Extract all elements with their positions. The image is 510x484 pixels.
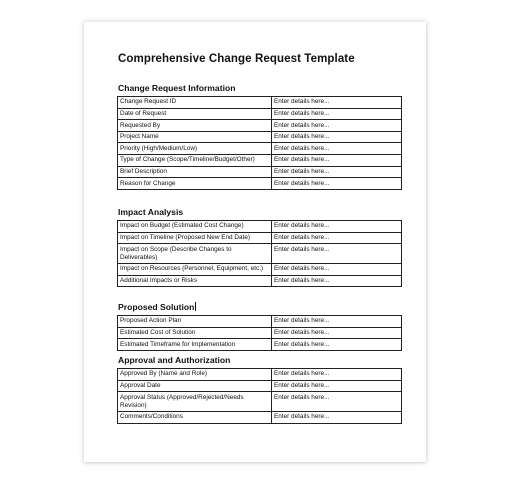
table-row — [118, 166, 402, 178]
table-row — [118, 327, 402, 339]
table-row — [118, 380, 402, 392]
table-row — [118, 178, 402, 190]
approval-table — [117, 368, 402, 424]
row-label: Brief Description — [118, 166, 272, 178]
row-value-field[interactable]: Enter details here... — [272, 154, 402, 166]
table-row — [118, 339, 402, 351]
section-title: Impact Analysis — [118, 207, 184, 217]
table-row — [118, 143, 402, 155]
section-impact-analysis — [117, 207, 399, 287]
row-label: Date of Request — [118, 108, 272, 120]
row-value-field[interactable]: Enter details here... — [272, 108, 402, 120]
table-row — [118, 232, 402, 244]
row-value-field[interactable]: Enter details here... — [272, 275, 402, 287]
row-label: Additional Impacts or Risks — [118, 275, 272, 287]
row-label: Approved By (Name and Role) — [118, 369, 272, 381]
change-request-info-table — [117, 96, 402, 190]
row-label: Approval Date — [118, 380, 272, 392]
row-value-field[interactable]: Enter details here... — [272, 97, 402, 109]
row-value-field[interactable]: Enter details here... — [272, 232, 402, 244]
row-label: Impact on Budget (Estimated Cost Change) — [118, 221, 272, 233]
row-label: Reason for Change — [118, 178, 272, 190]
row-label: Project Name — [118, 131, 272, 143]
row-value-field[interactable]: Enter details here... — [272, 369, 402, 381]
section-title: Change Request Information — [118, 83, 236, 93]
row-value-field[interactable]: Enter details here... — [272, 120, 402, 132]
table-row — [118, 263, 402, 275]
row-value-field[interactable]: Enter details here... — [272, 178, 402, 190]
table-row — [118, 392, 402, 412]
row-value-field[interactable]: Enter details here... — [272, 339, 402, 351]
section-approval-and-authorization — [117, 355, 399, 424]
row-label: Impact on Timeline (Proposed New End Date) — [118, 232, 272, 244]
row-label: Proposed Action Plan — [118, 316, 272, 328]
row-label: Estimated Timeframe for Implementation — [118, 339, 272, 351]
proposed-solution-table — [117, 315, 402, 351]
table-row — [118, 108, 402, 120]
row-label: Requested By — [118, 120, 272, 132]
section-title-text: Proposed Solution — [118, 302, 195, 312]
row-value-field[interactable]: Enter details here... — [272, 143, 402, 155]
table-row — [118, 221, 402, 233]
row-label: Comments/Conditions — [118, 411, 272, 423]
row-value-field[interactable]: Enter details here... — [272, 166, 402, 178]
row-label: Type of Change (Scope/Timeline/Budget/Other) — [118, 154, 272, 166]
row-value-field[interactable]: Enter details here... — [272, 131, 402, 143]
document-page[interactable] — [84, 22, 426, 462]
row-value-field[interactable]: Enter details here... — [272, 316, 402, 328]
table-row — [118, 411, 402, 423]
table-row — [118, 154, 402, 166]
row-value-field[interactable]: Enter details here... — [272, 263, 402, 275]
row-value-field[interactable]: Enter details here... — [272, 244, 402, 264]
row-value-field[interactable]: Enter details here... — [272, 380, 402, 392]
table-row — [118, 275, 402, 287]
table-row — [118, 369, 402, 381]
section-change-request-information — [117, 83, 399, 190]
row-value-field[interactable]: Enter details here... — [272, 411, 402, 423]
table-row — [118, 244, 402, 264]
row-value-field[interactable]: Enter details here... — [272, 392, 402, 412]
row-value-field[interactable]: Enter details here... — [272, 221, 402, 233]
row-label: Approval Status (Approved/Rejected/Needs Revision) — [118, 392, 272, 412]
section-proposed-solution — [117, 302, 399, 351]
text-cursor — [195, 302, 196, 311]
row-value-field[interactable]: Enter details here... — [272, 327, 402, 339]
row-label: Estimated Cost of Solution — [118, 327, 272, 339]
section-title — [118, 302, 399, 312]
row-label: Priority (High/Medium/Low) — [118, 143, 272, 155]
table-row — [118, 120, 402, 132]
section-title: Approval and Authorization — [118, 355, 231, 365]
row-label: Impact on Scope (Describe Changes to Deliverables) — [118, 244, 272, 264]
table-row — [118, 131, 402, 143]
document-title: Comprehensive Change Request Template — [118, 53, 355, 65]
row-label: Impact on Resources (Personnel, Equipment, etc.) — [118, 263, 272, 275]
impact-analysis-table — [117, 220, 402, 287]
table-row — [118, 316, 402, 328]
row-label: Change Request ID — [118, 97, 272, 109]
table-row — [118, 97, 402, 109]
